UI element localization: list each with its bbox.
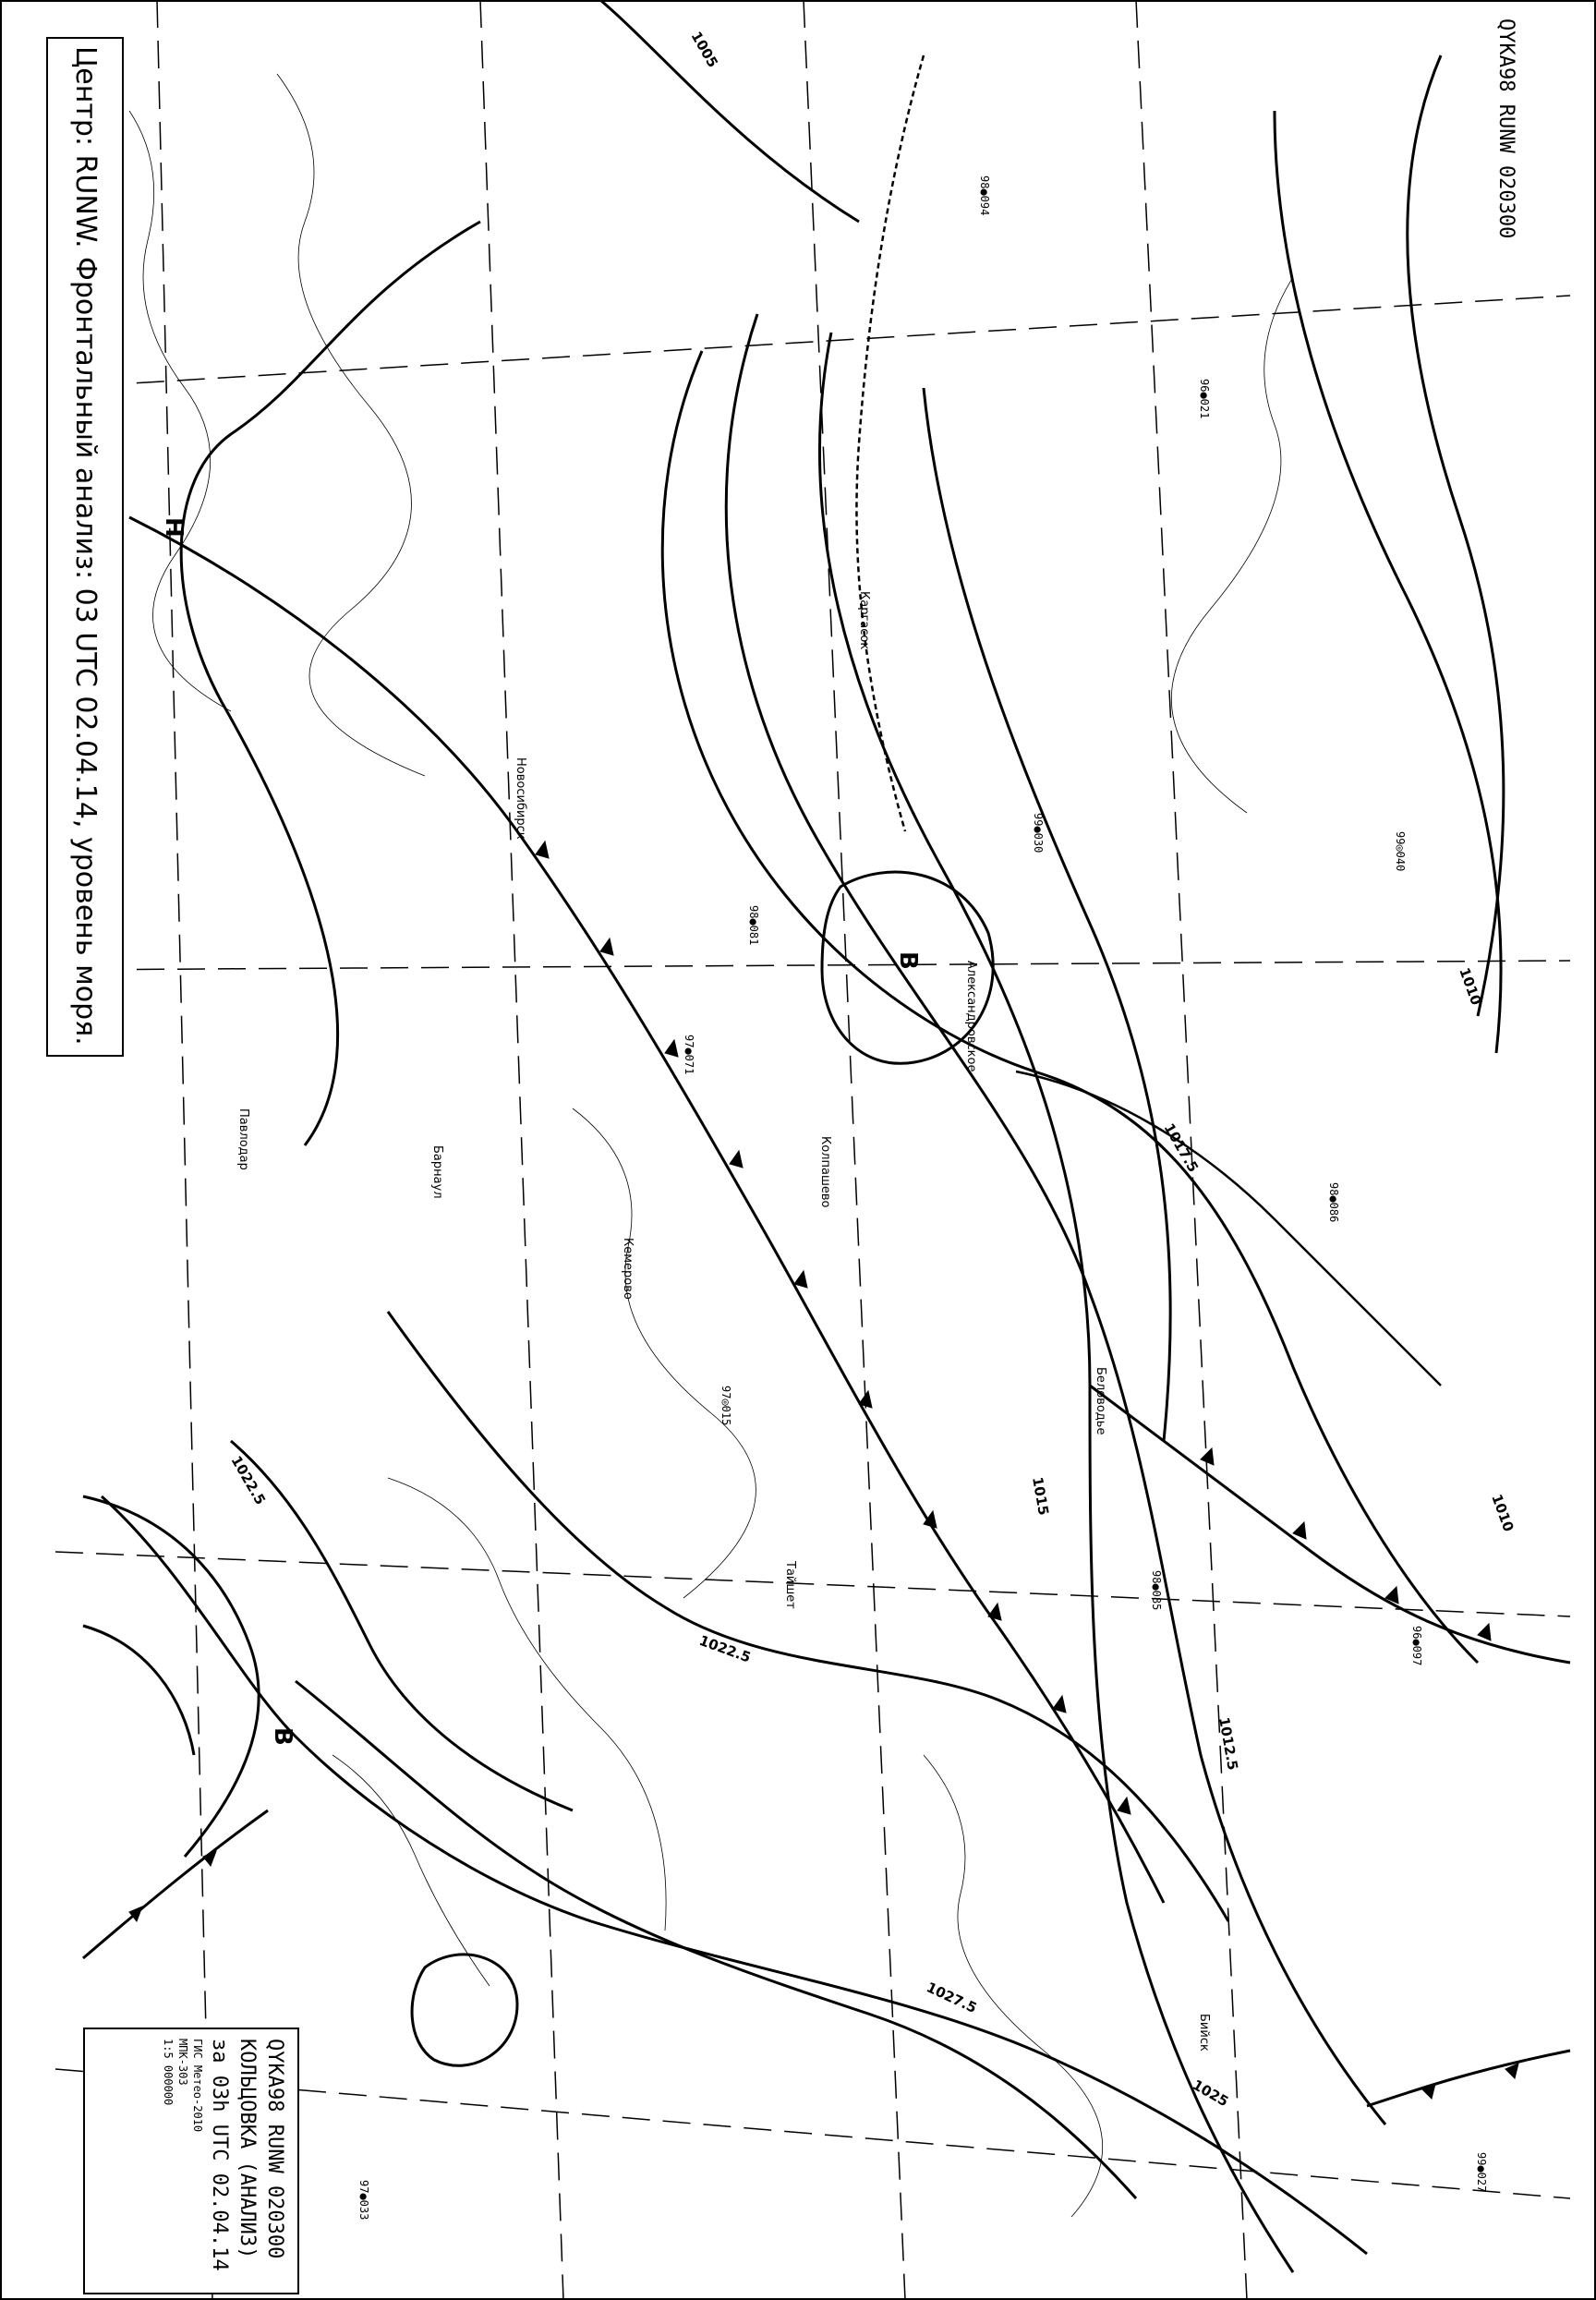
isobar-label: 1010 xyxy=(1456,965,1485,1008)
station-readout: 96●021 xyxy=(1198,379,1211,419)
station-readout: 97●071 xyxy=(683,1035,695,1075)
station-readout: 98●085 xyxy=(1150,1570,1163,1611)
cold-front-se xyxy=(1367,2051,1570,2106)
occluded-front-north xyxy=(856,55,924,831)
station-readout: 98●086 xyxy=(1327,1182,1340,1223)
high-center-marker: В xyxy=(894,951,922,970)
legend-scale: 1:5 000000 xyxy=(162,2039,175,2106)
station-readout: 99◎040 xyxy=(1394,831,1407,872)
station-readout: 99●030 xyxy=(1032,813,1045,853)
station-name: Павлодар xyxy=(236,1108,250,1170)
station-readout: 99●027 xyxy=(1475,2152,1488,2193)
isobar-label: 1010 xyxy=(1488,1492,1517,1534)
isobar-1005 xyxy=(600,0,859,222)
station-readout: 98●081 xyxy=(747,905,760,946)
isobar-label: 1025 xyxy=(1190,2076,1232,2111)
isobar-label: 1012.5 xyxy=(1215,1715,1241,1772)
station-readout: 97●033 xyxy=(357,2180,370,2221)
isobar-east-2 xyxy=(1275,111,1501,1053)
station-readout: 98●094 xyxy=(978,176,991,216)
legend-code: QYKA98 RUNW 020300 xyxy=(263,2039,286,2259)
isobar-high-ring xyxy=(412,1955,517,2065)
legend-name: КОЛЬЦОВКА (АНАЛИЗ) xyxy=(236,2039,259,2259)
isobar-1012-5 xyxy=(726,314,1385,2124)
isobar-label: 1027.5 xyxy=(924,1979,980,2017)
isobar-1017-5 xyxy=(924,388,1170,1441)
isobar-west-1 xyxy=(83,1496,259,1857)
isobar-1010 xyxy=(662,351,1478,1666)
station-name: Каргасок xyxy=(857,591,871,650)
coastline-rivers xyxy=(129,74,1293,2217)
cold-front-west xyxy=(83,1810,268,1958)
map-title: Центр: RUNW. Фронтальный анализ: 03 UTC 02.04.14, уровень моря. xyxy=(69,46,102,1046)
isobar-label: 1005 xyxy=(687,29,721,71)
station-names xyxy=(236,591,1211,2052)
station-name: Бийск xyxy=(1197,2014,1211,2052)
station-name: Кемерово xyxy=(621,1238,635,1300)
station-readout: 97◎015 xyxy=(719,1386,732,1426)
graticule xyxy=(55,0,1570,2300)
legend-box xyxy=(83,2028,299,2294)
low-center-marker: Н xyxy=(160,517,187,538)
station-name: Александровское xyxy=(964,961,978,1072)
isobar-label: 1017.5 xyxy=(1160,1120,1203,1176)
warm-front-east xyxy=(1016,1071,1441,1386)
station-name: Колпашево xyxy=(818,1136,832,1208)
station-name: Тайшет xyxy=(783,1561,797,1609)
map-title-box xyxy=(46,37,124,1057)
station-name: Новосибирск xyxy=(514,757,527,840)
station-name: Беловодье xyxy=(1094,1367,1107,1435)
isobars xyxy=(83,0,1504,2272)
legend-content xyxy=(85,2029,297,2293)
header-code: QYKA98 RUNW 020300 xyxy=(1494,18,1517,239)
station-readout: 96●097 xyxy=(1410,1626,1423,1666)
isobar-low-ring xyxy=(181,222,480,1145)
station-name: Барнаул xyxy=(430,1145,444,1199)
isobar-west-2 xyxy=(83,1626,194,1755)
sample-station-readouts xyxy=(357,176,1488,2220)
legend-producer: МПК-303 xyxy=(176,2039,189,2086)
isobar-labels xyxy=(228,29,1517,2110)
isobar-label: 1015 xyxy=(1029,1475,1053,1517)
isobar-ring-south xyxy=(231,1441,573,1810)
legend-software: ГИС Метео-2010 xyxy=(191,2039,204,2133)
high-center-marker: В xyxy=(269,1727,296,1746)
legend-time: за 03h UTC 02.04.14 xyxy=(208,2039,231,2271)
isobar-1015 xyxy=(819,333,1293,2272)
header-code-box xyxy=(1478,18,1533,259)
isobar-label: 1022.5 xyxy=(227,1453,270,1508)
isobar-label: 1022.5 xyxy=(696,1631,754,1666)
isobar-1027-5 xyxy=(296,1681,1136,2198)
